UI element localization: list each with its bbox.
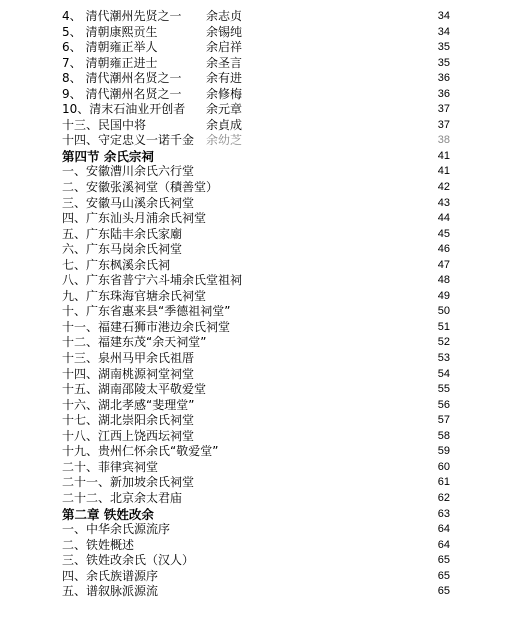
toc-entry-title: 二、铁姓概述	[62, 537, 135, 552]
toc-entry[interactable]	[0, 522, 513, 538]
toc-entry[interactable]	[0, 211, 513, 227]
toc-entry-title: 二十二、北京余太君庙	[62, 490, 183, 505]
toc-entry-title: 十七、湖北崇阳余氏祠堂	[62, 413, 195, 428]
toc-entry[interactable]	[0, 196, 513, 212]
toc-entry-page-number: 51	[437, 320, 450, 333]
toc-entry[interactable]	[0, 367, 513, 383]
toc-entry-page-number: 48	[437, 274, 450, 287]
toc-section-heading[interactable]	[0, 507, 513, 523]
toc-entry[interactable]	[0, 180, 513, 196]
toc-entry-page-number: 54	[437, 367, 450, 380]
toc-entry-title: 八、广东省普宁六斗埔余氏堂祖祠	[62, 273, 243, 288]
toc-entry-title: 8、 清代潮州名贤之一	[62, 71, 182, 86]
toc-entry-title: 七、广东枫溪余氏祠	[62, 257, 171, 272]
toc-entry-page-number: 62	[437, 491, 450, 504]
toc-entry-title: 4、 清代潮州先贤之一	[62, 9, 182, 23]
toc-entry-page-number: 42	[437, 181, 450, 194]
toc-entry-title: 6、 清朝雍正举人	[62, 40, 158, 55]
toc-entry-title: 十、广东省惠来县“季德祖祠堂”	[62, 304, 231, 319]
toc-entry-title: 十三、泉州马甲余氏祖厝	[62, 351, 195, 366]
toc-entry-page-number: 57	[437, 414, 450, 427]
toc-entry-page-number: 61	[437, 476, 450, 489]
toc-entry-title: 十一、福建石狮市港边余氏祠堂	[62, 319, 231, 334]
toc-entry-title: 十二、福建东茂“余天祠堂”	[62, 335, 207, 350]
toc-entry-page-number: 53	[437, 352, 450, 365]
toc-entry-page-number: 47	[437, 258, 450, 271]
toc-entry[interactable]	[0, 304, 513, 320]
toc-entry-page-number: 64	[437, 538, 450, 551]
toc-entry-page-number: 37	[437, 103, 450, 116]
toc-entry-page-number: 59	[437, 445, 450, 458]
toc-entry-page-number: 63	[437, 507, 450, 520]
toc-entry[interactable]	[0, 289, 513, 305]
toc-entry-title: 5、 清朝康熙贡生	[62, 24, 158, 39]
toc-entry-title: 五、谱叙脉派源流	[62, 584, 159, 599]
toc-entry-person-name: 余圣言	[206, 55, 243, 70]
toc-entry-page-number: 41	[437, 165, 450, 178]
toc-entry[interactable]	[0, 460, 513, 476]
toc-entry-page-number: 65	[437, 554, 450, 567]
toc-entry-page-number: 65	[437, 569, 450, 582]
toc-entry-page-number: 36	[437, 72, 450, 85]
toc-entry-title: 十六、湖北孝感“斐理堂”	[62, 397, 195, 412]
toc-entry-page-number: 36	[437, 87, 450, 100]
toc-entry-page-number: 56	[437, 398, 450, 411]
toc-entry[interactable]	[0, 71, 513, 87]
toc-entry-page-number: 35	[437, 41, 450, 54]
toc-entry[interactable]	[0, 164, 513, 180]
toc-entry[interactable]	[0, 429, 513, 445]
toc-entry-page-number: 46	[437, 243, 450, 256]
toc-entry-page-number: 34	[437, 10, 450, 22]
toc-entry-title: 十九、贵州仁怀余氏“敬爱堂”	[62, 444, 219, 459]
toc-entry-title: 十八、江西上饶西坛祠堂	[62, 428, 195, 443]
toc-entry-page-number: 44	[437, 212, 450, 225]
toc-entry-page-number: 43	[437, 196, 450, 209]
toc-entry[interactable]	[0, 9, 513, 25]
toc-entry-title: 第四节 余氏宗祠	[62, 148, 154, 164]
toc-entry-title: 十四、湖南桃源祠堂祠堂	[62, 366, 195, 381]
toc-entry-title: 六、广东马岗余氏祠堂	[62, 242, 183, 257]
toc-entry-title: 九、广东珠海官塘余氏祠堂	[62, 288, 207, 303]
toc-entry[interactable]	[0, 553, 513, 569]
toc-entry-person-name: 余锡纯	[206, 24, 243, 39]
toc-entry-page-number: 37	[437, 118, 450, 131]
toc-section-heading[interactable]	[0, 149, 513, 165]
toc-entry-title: 十四、守定忠义一诺千金	[62, 133, 195, 148]
toc-entry-page-number: 58	[437, 429, 450, 442]
toc-entry-title: 四、广东汕头月浦余氏祠堂	[62, 211, 207, 226]
toc-entry[interactable]	[0, 273, 513, 289]
toc-entry[interactable]	[0, 242, 513, 258]
toc-entry-person-name: 余有进	[206, 71, 243, 86]
toc-entry[interactable]	[0, 569, 513, 585]
toc-entry-person-name: 余修梅	[206, 86, 243, 101]
toc-entry-person-name: 余元章	[206, 102, 243, 117]
toc-entry-title: 五、广东陆丰余氏家廟	[62, 226, 183, 241]
toc-entry-person-name: 余幼芝	[206, 133, 243, 148]
toc-entry[interactable]	[0, 56, 513, 72]
toc-entry-page-number: 38	[437, 134, 450, 147]
toc-entry[interactable]	[0, 413, 513, 429]
toc-entry-page-number: 64	[437, 523, 450, 536]
toc-entry-person-name: 余志贞	[206, 9, 243, 23]
toc-entry-title: 十五、湖南邵陵太平敬爱堂	[62, 382, 207, 397]
table-of-contents	[0, 9, 513, 600]
toc-entry-title: 7、 清朝雍正进士	[62, 55, 158, 70]
toc-entry-title: 二、安徽张溪祠堂（積善堂）	[62, 180, 219, 195]
toc-entry[interactable]	[0, 87, 513, 103]
toc-entry-title: 四、余氏族谱源序	[62, 568, 159, 583]
toc-entry-page-number: 55	[437, 383, 450, 396]
toc-entry-person-name: 余启祥	[206, 40, 243, 55]
toc-entry[interactable]	[0, 398, 513, 414]
toc-entry-title: 第二章 铁姓改余	[62, 506, 154, 522]
toc-entry[interactable]	[0, 25, 513, 41]
toc-entry[interactable]	[0, 444, 513, 460]
toc-entry[interactable]	[0, 320, 513, 336]
toc-entry[interactable]	[0, 475, 513, 491]
toc-entry-title: 一、安徽漕川余氏六行堂	[62, 164, 195, 179]
toc-entry-page-number: 49	[437, 289, 450, 302]
toc-entry-title: 二十、菲律宾祠堂	[62, 459, 159, 474]
toc-entry[interactable]	[0, 258, 513, 274]
toc-entry-page-number: 34	[437, 25, 450, 38]
toc-entry-title: 三、铁姓改余氏（汉人）	[62, 553, 195, 568]
toc-entry-person-name: 余貞成	[206, 117, 243, 132]
toc-entry-page-number: 41	[437, 149, 450, 162]
toc-entry[interactable]	[0, 40, 513, 56]
toc-entry-title: 三、安徽马山溪余氏祠堂	[62, 195, 195, 210]
toc-entry[interactable]	[0, 584, 513, 600]
toc-entry[interactable]	[0, 491, 513, 507]
toc-entry-page-number: 45	[437, 227, 450, 240]
toc-entry-title: 9、 清代潮州名贤之一	[62, 86, 182, 101]
toc-entry-page-number: 35	[437, 56, 450, 69]
toc-entry-title: 十三、民国中将	[62, 117, 147, 132]
toc-entry[interactable]	[0, 118, 513, 134]
toc-entry-title: 10、清末石油业开创者	[62, 102, 186, 117]
toc-entry[interactable]	[0, 382, 513, 398]
toc-entry[interactable]	[0, 227, 513, 243]
toc-entry[interactable]	[0, 133, 513, 149]
toc-entry-title: 一、中华余氏源流序	[62, 522, 171, 537]
toc-entry-page-number: 50	[437, 305, 450, 318]
toc-entry-page-number: 52	[437, 336, 450, 349]
toc-entry-title: 二十一、新加坡余氏祠堂	[62, 475, 195, 490]
toc-entry[interactable]	[0, 335, 513, 351]
toc-entry-page-number: 65	[437, 585, 450, 598]
toc-entry[interactable]	[0, 538, 513, 554]
toc-entry[interactable]	[0, 102, 513, 118]
toc-entry[interactable]	[0, 351, 513, 367]
toc-entry-page-number: 60	[437, 460, 450, 473]
